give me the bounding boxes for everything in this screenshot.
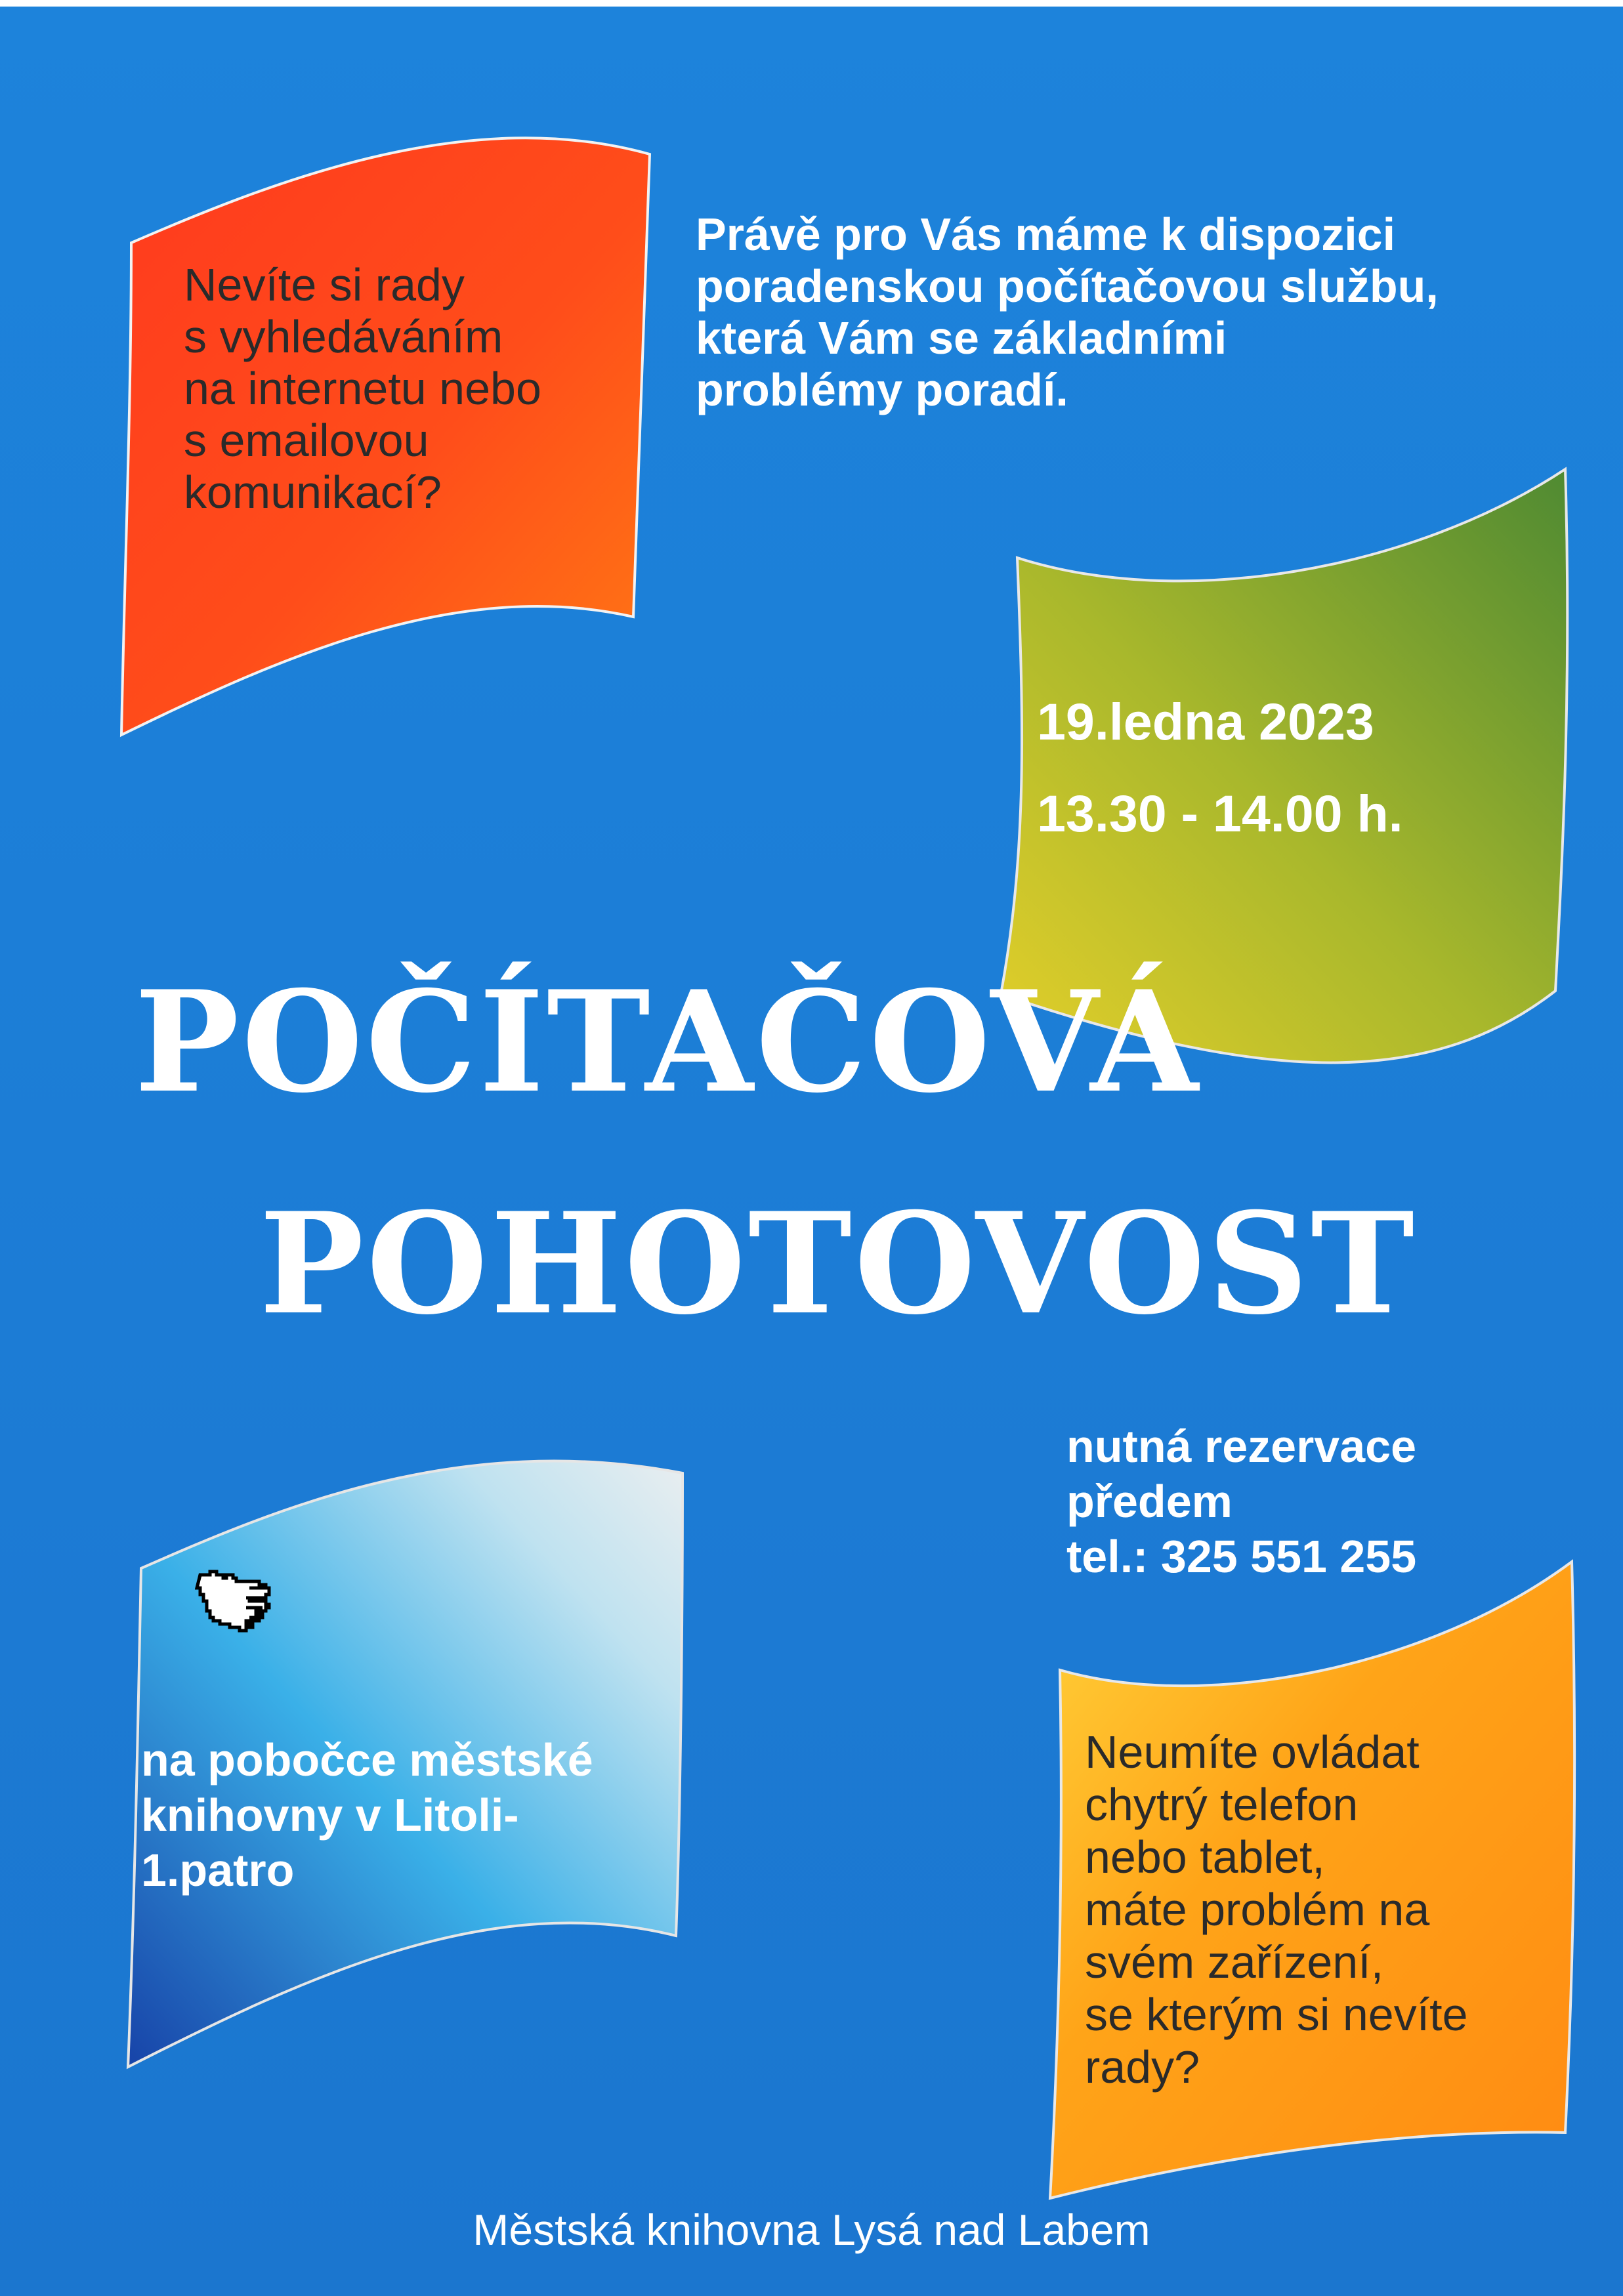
event-date: 19.ledna 2023: [1037, 692, 1374, 751]
intro-line: problémy poradí.: [696, 364, 1068, 415]
intro-line: která Vám se základními: [696, 312, 1227, 364]
footer-library-name: Městská knihovna Lysá nad Labem: [473, 2205, 1150, 2254]
red-box-line: s emailovou: [184, 415, 429, 466]
intro-text: [696, 209, 1439, 416]
reservation-text: [1066, 1419, 1416, 1584]
intro-line: Právě pro Vás máme k dispozici: [696, 209, 1396, 260]
intro-line: poradenskou počítačovou službu,: [696, 261, 1439, 312]
red-box-text: [184, 259, 541, 518]
orange-box-line: chytrý telefon: [1085, 1779, 1359, 1830]
orange-box-line: Neumíte ovládat: [1085, 1726, 1420, 1778]
red-box-line: na internetu nebo: [184, 363, 541, 414]
branch-line: na pobočce městské: [141, 1734, 593, 1785]
title-line-2: POHOTOVOST: [259, 1182, 1418, 1345]
red-box-line: s vyhledáváním: [184, 311, 503, 362]
branch-line: 1.patro: [141, 1845, 295, 1896]
red-box-line: Nevíte si rady: [184, 259, 465, 310]
title-line-1: POČÍTAČOVÁ: [135, 960, 1201, 1123]
reservation-line: nutná rezervace: [1066, 1421, 1417, 1472]
orange-box-line: rady?: [1085, 2041, 1200, 2093]
orange-box-line: svém zařízení,: [1085, 1936, 1384, 1988]
branch-line: knihovny v Litoli-: [141, 1789, 519, 1841]
orange-box-line: máte problém na: [1085, 1884, 1430, 1935]
orange-box-text: [1085, 1726, 1468, 2093]
event-time: 13.30 - 14.00 h.: [1037, 784, 1403, 843]
reservation-phone: tel.: 325 551 255: [1066, 1531, 1417, 1582]
event-datetime: [1037, 676, 1403, 860]
hand-pointer-icon: [194, 1545, 299, 1644]
red-box-line: komunikací?: [184, 467, 442, 518]
branch-text: [141, 1732, 593, 1898]
reservation-line: předem: [1066, 1476, 1233, 1527]
orange-box-line: nebo tablet,: [1085, 1831, 1325, 1883]
orange-box-line: se kterým si nevíte: [1085, 1989, 1468, 2040]
